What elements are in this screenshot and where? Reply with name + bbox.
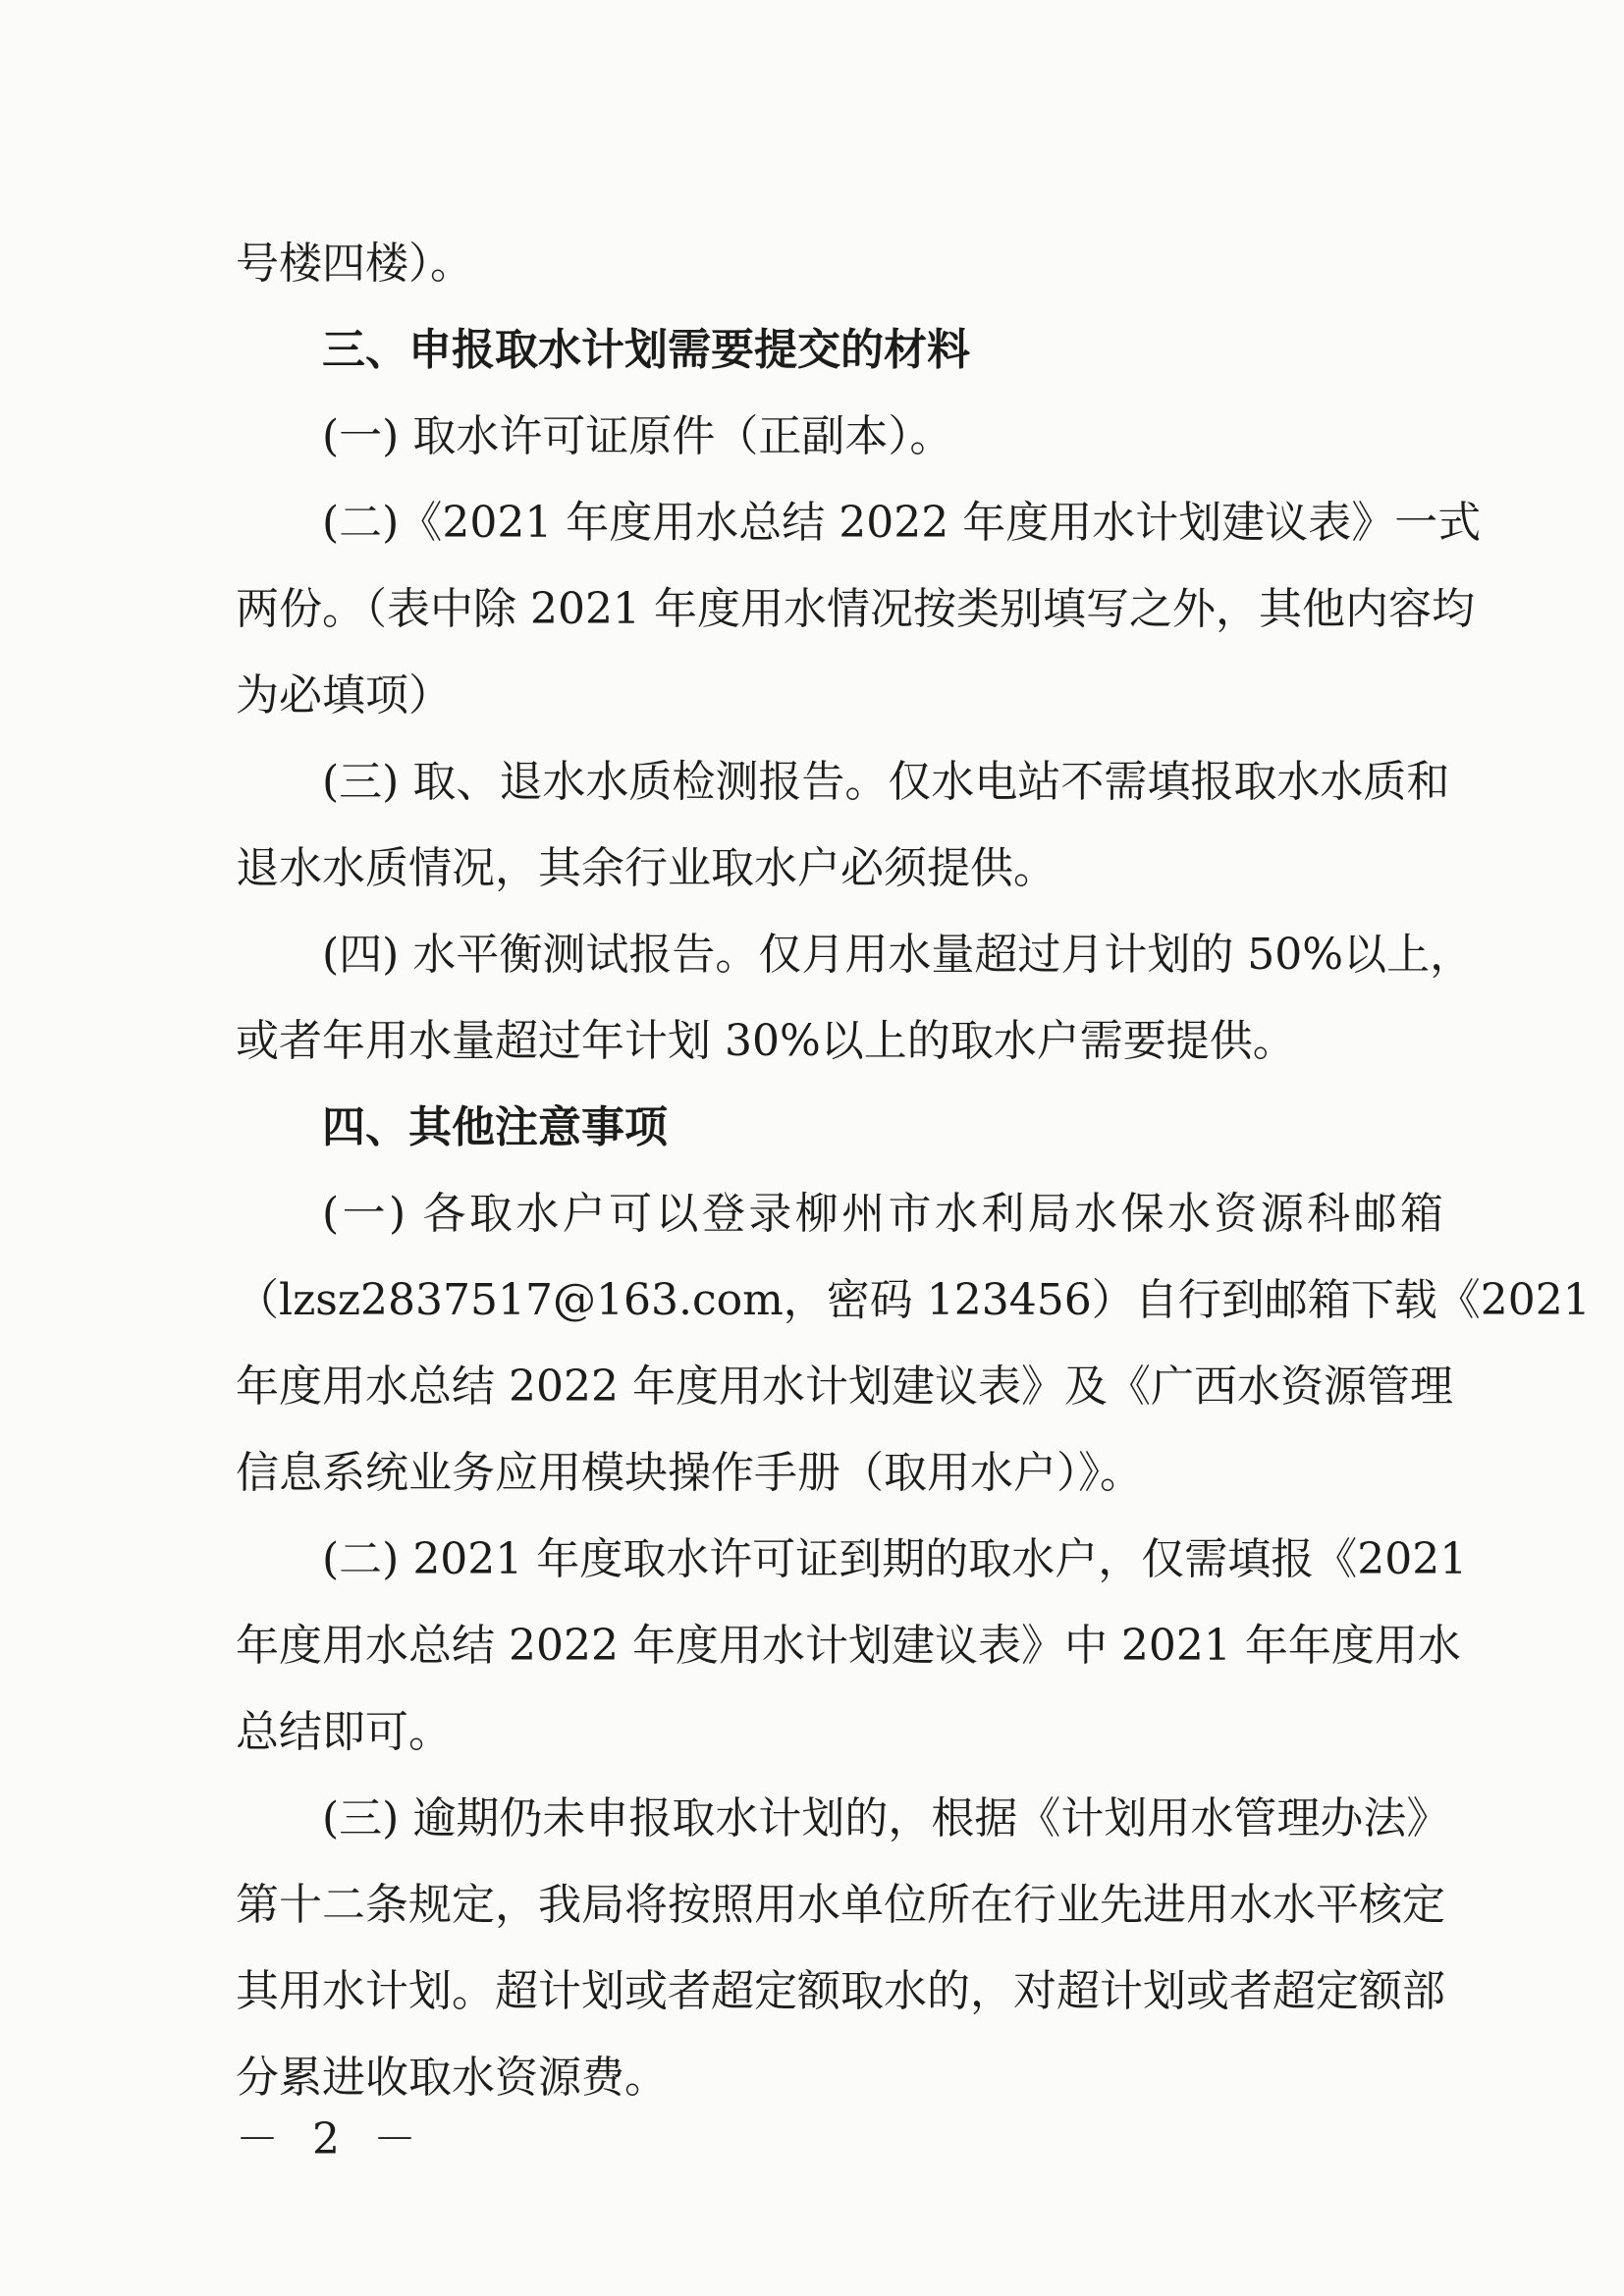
text-line: （lzsz2837517@163.com，密码 123456）自行到邮箱下载《2021 (236, 1275, 1591, 1325)
section-heading: 三、申报取水计划需要提交的材料 (322, 325, 970, 375)
text-line: (一) 各取水户可以登录柳州市水利局水保水资源科邮箱 (322, 1189, 1443, 1239)
text-line: 号楼四楼）。 (236, 239, 473, 289)
text-line: (四) 水平衡测试报告。仅月用水量超过月计划的 50%以上， (322, 930, 1474, 980)
text-line: 两份。（表中除 2021 年度用水情况按类别填写之外，其他内容均 (236, 584, 1475, 634)
text-line: (三) 逾期仍未申报取水计划的，根据《计划用水管理办法》 (322, 1793, 1450, 1843)
text-line: 分累进收取水资源费。 (236, 2053, 668, 2103)
text-line: 或者年用水量超过年计划 30%以上的取水户需要提供。 (236, 1016, 1296, 1066)
text-line: (三) 取、退水水质检测报告。仅水电站不需填报取水水质和 (322, 757, 1450, 807)
section-heading: 四、其他注意事项 (322, 1102, 668, 1152)
text-line: 为必填项） (236, 670, 452, 721)
text-line: 其用水计划。超计划或者超定额取水的，对超计划或者超定额部 (236, 1966, 1445, 2016)
page-number: － 2 － (236, 2114, 426, 2164)
text-line: (二) 2021 年度取水许可证到期的取水户，仅需填报《2021 (322, 1534, 1468, 1584)
text-line: 退水水质情况，其余行业取水户必须提供。 (236, 843, 1056, 893)
text-line: (一) 取水许可证原件（正副本）。 (322, 411, 953, 461)
body-text (236, 221, 1591, 2121)
text-line: (二)《2021 年度用水总结 2022 年度用水计划建议表》一式 (322, 498, 1482, 548)
text-line: 年度用水总结 2022 年度用水计划建议表》中 2021 年年度用水 (236, 1621, 1461, 1671)
text-line: 信息系统业务应用模块操作手册（取用水户）》。 (236, 1448, 1143, 1498)
text-line: 总结即可。 (236, 1707, 452, 1757)
text-line: 第十二条规定，我局将按照用水单位所在行业先进用水水平核定 (236, 1880, 1445, 1930)
text-line: 年度用水总结 2022 年度用水计划建议表》及《广西水资源管理 (236, 1362, 1453, 1412)
